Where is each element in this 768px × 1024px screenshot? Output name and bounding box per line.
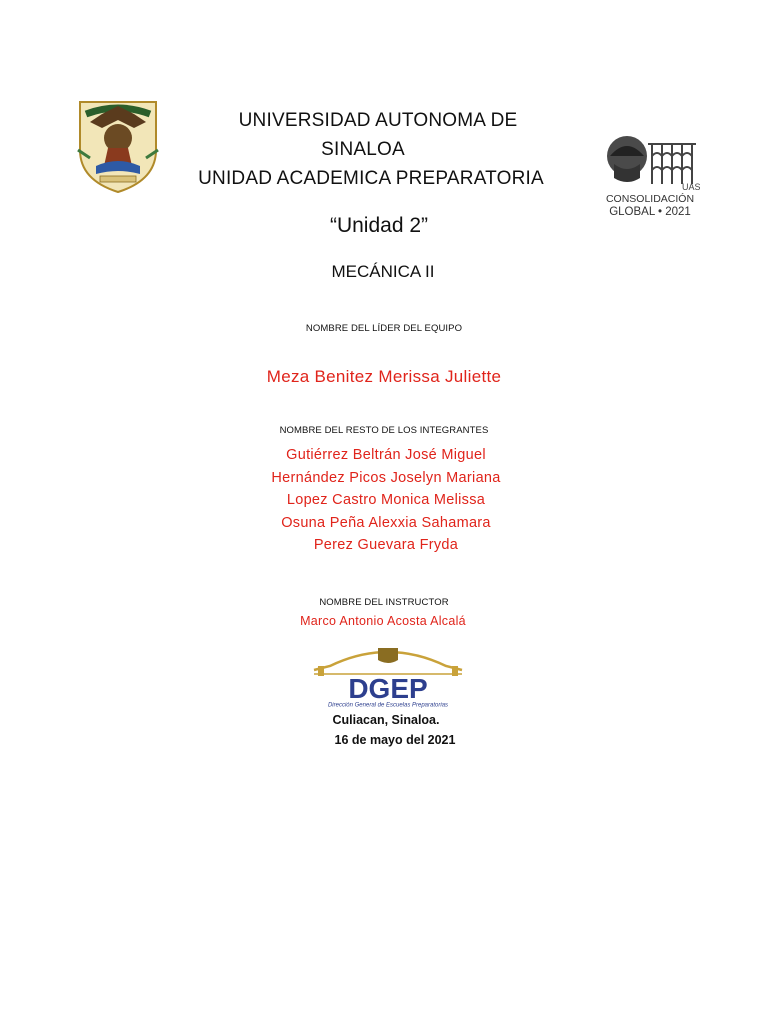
date-text: 16 de mayo del 2021: [334, 733, 456, 747]
members-list: [0, 444, 768, 557]
dgep-acronym: DGEP: [348, 673, 428, 704]
list-item: Osuna Peña Alexxia Sahamara: [281, 514, 491, 531]
list-item: Perez Guevara Fryda: [313, 537, 459, 553]
unit-name: UNIDAD ACADEMICA PREPARATORIA: [198, 168, 544, 189]
place-text: Culiacan, Sinaloa.: [332, 713, 440, 727]
unit-title: “Unidad 2”: [329, 214, 429, 237]
leader-label: NOMBRE DEL LÍDER DEL EQUIPO: [305, 323, 463, 334]
leader-name: Meza Benitez Merissa Juliette: [266, 367, 502, 386]
instructor-name: Marco Antonio Acosta Alcalá: [300, 614, 466, 628]
list-item: Lopez Castro Monica Melissa: [286, 492, 486, 508]
university-name-line1: UNIVERSIDAD AUTONOMA DE: [238, 110, 518, 131]
instructor-label: NOMBRE DEL INSTRUCTOR: [319, 597, 449, 608]
consolidacion-text: CONSOLIDACIÓN: [605, 193, 695, 205]
list-item: Gutiérrez Beltrán José Miguel: [286, 447, 486, 463]
consolidacion-global-logo: [600, 122, 700, 218]
list-item: Hernández Picos Joselyn Mariana: [271, 469, 501, 486]
global-2021-text: GLOBAL • 2021: [609, 206, 691, 218]
dgep-logo: [308, 636, 468, 708]
university-name-line2: SINALOA: [321, 139, 405, 160]
members-label: NOMBRE DEL RESTO DE LOS INTEGRANTES: [279, 425, 489, 436]
dgep-subtitle: Dirección General de Escuelas Preparatorias: [327, 702, 449, 708]
uas-badge-text: UAS: [682, 182, 700, 192]
subject-title: MECÁNICA II: [331, 262, 435, 281]
